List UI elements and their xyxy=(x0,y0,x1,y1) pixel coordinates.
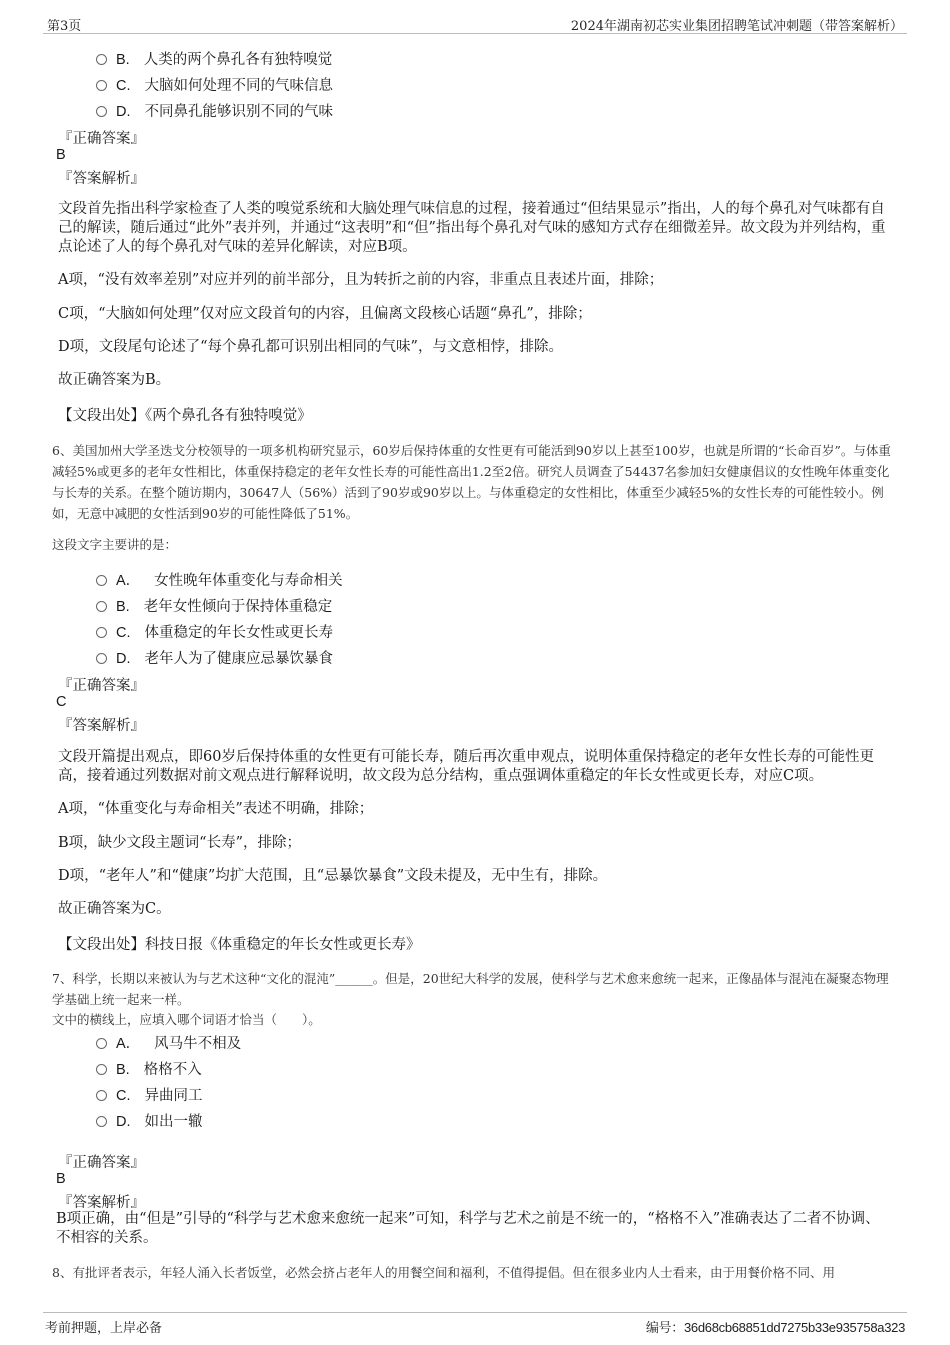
q7-answer: B xyxy=(56,1171,66,1187)
q7-answer-label: 『正确答案』 xyxy=(58,1155,145,1171)
q7-analysis: B项正确，由“但是”引导的“科学与艺术愈来愈统一起来”可知，科学与艺术之前是不统一的，“格格不入”准确表达了二者不协调、不相容的关系。 xyxy=(56,1211,880,1246)
q7-option-c[interactable]: C. 异曲同工 xyxy=(96,1084,203,1105)
q6-question: 6、美国加州大学圣迭戈分校领导的一项多机构研究显示，60岁后保持体重的女性更有可能活到90岁以上甚至100岁，也就是所谓的“长命百岁”。与体重减轻5%或更多的老年女性相比，体重保持稳定的老年女性长寿的可能性高出1.2至2倍。研究人员调查了54437名参加妇女健康倡议的女性晚年体重变化与长寿的关系。在整个随访期内，30647人（56%）活到了90岁或90岁以上。与体重稳定的女性相比，体重至少减轻5%的女性长寿的可能性较小。例如，无意中减肥的女性活到90岁的可能性降低了51%。 xyxy=(52,443,891,521)
q6-option-d[interactable]: D. 老年人为了健康应忌暴饮暴食 xyxy=(96,647,333,668)
page-header xyxy=(43,15,907,34)
radio-icon[interactable] xyxy=(96,1038,107,1049)
page-footer xyxy=(43,1312,907,1335)
q5-analysis-label: 『答案解析』 xyxy=(58,171,145,187)
q5-conclusion: 故正确答案为B。 xyxy=(58,372,171,388)
radio-icon[interactable] xyxy=(96,601,107,612)
q6-analysis-d: D项，“老年人”和“健康”均扩大范围，且“忌暴饮暴食”文段未提及，无中生有，排除。 xyxy=(58,868,608,884)
q7-question: 7、科学，长期以来被认为与艺术这种“文化的混沌”______。但是，20世纪大科学的发展，使科学与艺术愈来愈统一起来，正像晶体与混沌在凝聚态物理学基础上统一起来一样。 xyxy=(52,971,889,1007)
q5-answer: B xyxy=(56,147,66,163)
q6-answer: C xyxy=(56,694,67,710)
q6-prompt: 这段文字主要讲的是： xyxy=(52,537,178,552)
radio-icon[interactable] xyxy=(96,1090,107,1101)
q6-analysis-b: B项，缺少文段主题词“长寿”，排除； xyxy=(58,835,301,851)
page-number: 第3页 xyxy=(47,19,82,34)
radio-icon[interactable] xyxy=(96,54,107,65)
q7-prompt: 文中的横线上，应填入哪个词语才恰当（ ）。 xyxy=(52,1012,321,1027)
q6-analysis-a: A项，“体重变化与寿命相关”表述不明确，排除； xyxy=(58,801,374,817)
footer-slogan: 考前押题，上岸必备 xyxy=(45,1321,163,1336)
q6-option-c[interactable]: C. 体重稳定的年长女性或更长寿 xyxy=(96,621,333,642)
q5-analysis-d: D项，文段尾句论述了“每个鼻孔都可识别出相同的气味”，与文意相悖，排除。 xyxy=(58,339,563,355)
q6-analysis-label: 『答案解析』 xyxy=(58,718,145,734)
q7-analysis-label: 『答案解析』 xyxy=(58,1195,145,1211)
q6-option-a[interactable]: A． 女性晚年体重变化与寿命相关 xyxy=(96,569,343,590)
radio-icon[interactable] xyxy=(96,627,107,638)
q5-option-c[interactable]: C. 大脑如何处理不同的气味信息 xyxy=(96,74,333,95)
q6-answer-label: 『正确答案』 xyxy=(58,678,145,694)
radio-icon[interactable] xyxy=(96,106,107,117)
document-title: 2024年湖南初芯实业集团招聘笔试冲刺题（带答案解析） xyxy=(570,19,903,34)
radio-icon[interactable] xyxy=(96,653,107,664)
radio-icon[interactable] xyxy=(96,575,107,586)
q5-option-b[interactable]: B. 人类的两个鼻孔各有独特嗅觉 xyxy=(96,48,332,69)
radio-icon[interactable] xyxy=(96,1064,107,1075)
radio-icon[interactable] xyxy=(96,80,107,91)
q6-source: 【文段出处】科技日报《体重稳定的年长女性或更长寿》 xyxy=(58,937,421,953)
q6-option-b[interactable]: B. 老年女性倾向于保持体重稳定 xyxy=(96,595,332,616)
q5-option-d[interactable]: D. 不同鼻孔能够识别不同的气味 xyxy=(96,100,333,121)
radio-icon[interactable] xyxy=(96,1116,107,1127)
q6-conclusion: 故正确答案为C。 xyxy=(58,901,171,917)
q7-option-b[interactable]: B. 格格不入 xyxy=(96,1058,202,1079)
q5-answer-label: 『正确答案』 xyxy=(58,131,145,147)
q5-analysis-c: C项，“大脑如何处理”仅对应文段首句的内容，且偏离文段核心话题“鼻孔”，排除； xyxy=(58,306,592,322)
q7-option-a[interactable]: A． 风马牛不相及 xyxy=(96,1032,241,1053)
q5-analysis-a: A项，“没有效率差别”对应并列的前半部分，且为转折之前的内容，非重点且表述片面，排除； xyxy=(58,272,664,288)
q5-source: 【文段出处】《两个鼻孔各有独特嗅觉》 xyxy=(58,408,312,424)
document-code: 编号：36d68cb68851dd7275b33e935758a323 xyxy=(645,1320,905,1336)
q8-question: 8、有批评者表示，年轻人涌入长者饭堂，必然会挤占老年人的用餐空间和福利，不值得提倡。但在很多业内人士看来，由于用餐价格不同、用 xyxy=(52,1265,835,1280)
q6-analysis-paragraph: 文段开篇提出观点，即60岁后保持体重的女性更有可能长寿，随后再次重申观点，说明体重保持稳定的老年女性长寿的可能性更高，接着通过列数据对前文观点进行解释说明，故文段为总分结构，重点强调体重稳定的年长女性或更长寿，对应C项。 xyxy=(58,749,874,784)
q5-analysis-paragraph: 文段首先指出科学家检查了人类的嗅觉系统和大脑处理气味信息的过程，接着通过“但结果显示”指出，人的每个鼻孔对气味都有自己的解读，随后通过“此外”表并列，并通过“这表明”和“但”指出每个鼻孔对气味的感知方式存在细微差异。故文段为并列结构，重点论述了人的每个鼻孔对气味的差异化解读，对应B项。 xyxy=(58,201,886,255)
q7-option-d[interactable]: D. 如出一辙 xyxy=(96,1110,203,1131)
